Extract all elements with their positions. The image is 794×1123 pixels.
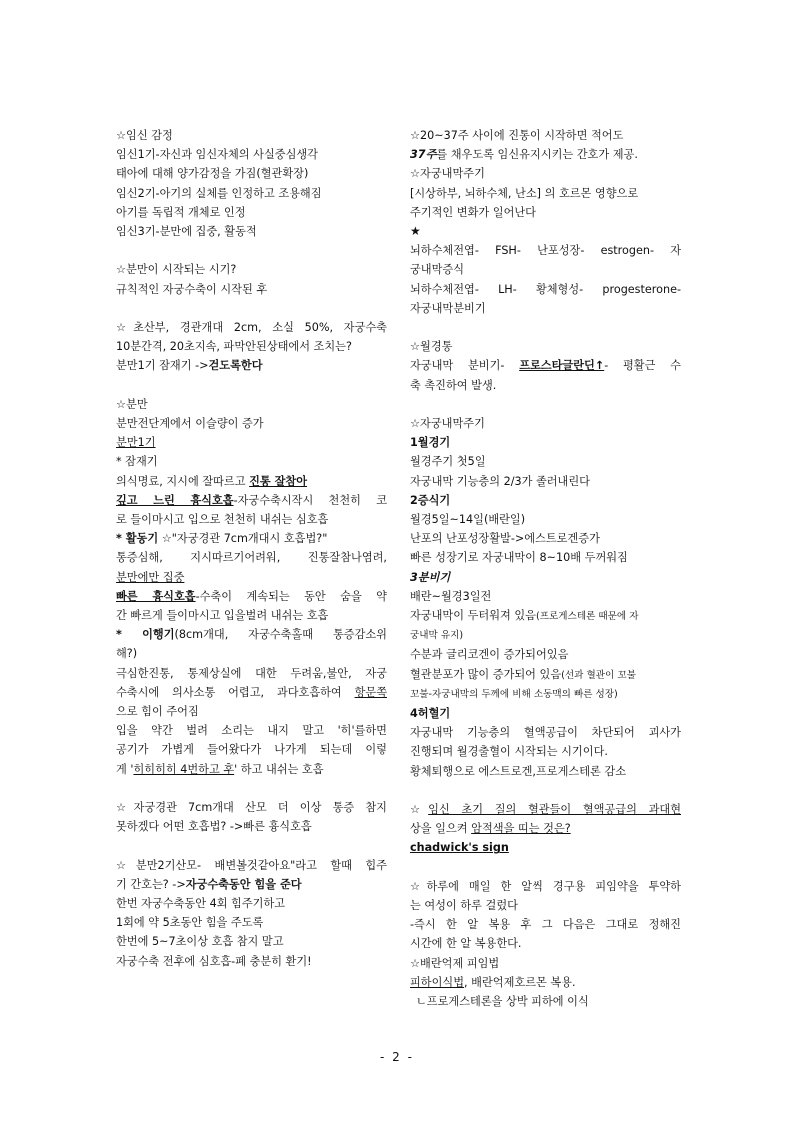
text-line: 배란~월경3일전 [410, 589, 492, 603]
page-number: - 2 - [380, 1050, 414, 1064]
subheading-transition: * 이행기 [116, 628, 175, 642]
text-span: , 배란억제호르몬 복용. [464, 975, 576, 989]
question-breathing: ☆자궁경관 7cm개대 산모 더 이상 통증 참지 [116, 801, 387, 815]
text-line: 한번에 5~7초이상 호흡 참지 말고 [116, 935, 284, 949]
text-line: 진행되며 월경출혈이 시작되는 시기이다. [410, 745, 608, 759]
spacer [116, 241, 387, 260]
text-line [116, 875, 387, 894]
text-span: 게 ' [116, 762, 134, 776]
subheading-ischemic: 4허혈기 [410, 707, 451, 721]
heading-dysmenorrhea: ☆월경통 [410, 340, 453, 354]
spacer [116, 299, 387, 318]
text-line [410, 356, 681, 375]
emphasis-span: 항문쪽 [354, 685, 387, 699]
emphasis-span: 피하이식법 [410, 975, 465, 989]
text-line: 궁내막증식 [410, 263, 465, 277]
emphasis-span: 히히히히 4번하고 후 [133, 762, 235, 776]
text-line: 입을 약간 벌려 소리는 내지 말고 '히'를하면 [116, 724, 387, 738]
heading-labor: ☆분만 [116, 397, 148, 411]
text-line: 난포의 난포성장활발->에스트로겐증가 [410, 532, 600, 546]
text-line: 자궁내막분비기 [410, 301, 486, 315]
subheading-secretory: 3분비기 [410, 570, 451, 584]
text-span: 혈관분포가 많이 증가되어 있음 [410, 667, 562, 681]
text-line [116, 760, 387, 779]
text-span: -수축이 계속되는 동안 숨을 약 [195, 589, 387, 603]
text-span: 상을 일으켜 [410, 822, 472, 836]
subheading-stage1: 분만1기 [116, 436, 156, 450]
text-line: 임신3기-분만에 집중, 활동적 [116, 225, 257, 239]
emphasis-span: 프로스타글란딘↑ [519, 359, 605, 373]
text-line: 궁내막 유지) [410, 630, 464, 642]
text-line [410, 606, 681, 626]
text-span: ' 하고 내쉬는 호흡 [234, 762, 324, 776]
text-line: 분만전단계에서 이슬량이 증가 [116, 417, 264, 430]
text-line: 통증심해, 지시따르기어려워, 진통잘참나염려, [116, 551, 387, 565]
text-line: 1회에 약 5초동안 힘을 주도록 [116, 916, 264, 930]
spacer [116, 836, 387, 855]
text-span: (선과 혈관이 꼬불 [561, 669, 636, 681]
text-span: 의식명료, 지시에 잘따르고 [116, 474, 250, 488]
subheading-latent: * 잠재기 [116, 455, 158, 469]
text-line [116, 625, 387, 644]
heading-endometrial-cycle: ☆자궁내막주기 [410, 167, 485, 181]
text-line [410, 973, 681, 992]
text-line: 축 촉진하여 발생. [410, 378, 497, 392]
answer-chadwick-sign: chadwick's sign [410, 841, 509, 855]
text-line: 분만에만 집중 [116, 570, 185, 584]
text-line: 규칙적인 자궁수축이 시작된 후 [116, 282, 268, 296]
text-line [410, 665, 681, 685]
emphasis-span: 빠른 흉식호흡 [116, 589, 196, 603]
text-line: 는 여성이 하루 걸렀다 [410, 899, 518, 913]
text-line: [시상하부, 뇌하수체, 난소] 의 호르몬 영향으로 [410, 186, 639, 200]
question-labor-start: ☆분만이 시작되는 시기? [116, 263, 237, 277]
emphasis-span: 암적색을 띠는 것은? [471, 822, 571, 836]
text-span: 수축시에 의사소통 어렵고, 과다호흡하여 [116, 685, 355, 699]
text-line [116, 529, 387, 548]
text-line: 자궁내막 기능층의 혈액공급이 차단되어 괴사가 [410, 726, 681, 740]
text-line [116, 683, 387, 702]
question-preterm: ☆20~37주 사이에 진통이 시작하면 적어도 [410, 129, 624, 142]
text-line: 못하겠다 어떤 호흡법? ->빠른 흉식호흡 [116, 820, 312, 834]
text-line: 극심한진통, 통제상실에 대한 두려움,불안, 자궁 [116, 666, 387, 680]
text-line: 공기가 가볍게 들어왔다가 나가게 되는데 이렇 [116, 743, 387, 757]
text-line: 태아에 대해 양가감정을 가짐(혈관확장) [116, 167, 309, 181]
text-line: ㄴ프로게스테론을 상박 피하에 이식 [416, 995, 589, 1009]
text-line: 으로 힘이 주어짐 [116, 705, 199, 719]
text-span: ☆ [410, 803, 429, 817]
spacer [116, 376, 387, 395]
text-line: 빠른 성장기로 자궁내막이 8~10배 두꺼워짐 [410, 551, 628, 565]
text-line: 뇌하수체전엽- LH- 황체형성- progesterone- [410, 282, 681, 296]
text-line: 임신2기-아기의 실체를 인정하고 조용해짐 [116, 186, 322, 200]
subheading-active: * 활동기 [116, 532, 159, 546]
text-span: 분만1기 잠재기 -> [116, 359, 209, 373]
text-line [116, 472, 387, 491]
text-line: 해?) [116, 647, 138, 661]
text-line: 뇌하수체전엽- FSH- 난포성장- estrogen- 자 [410, 244, 681, 258]
emphasis-span: 진통 잘참아 [249, 474, 308, 488]
text-line: 시간에 한 알 복용한다. [410, 937, 522, 951]
subheading-proliferative: 2증식기 [410, 493, 451, 507]
text-line: 월경5일~14일(배란일) [410, 513, 526, 527]
text-span: -자궁수축시작시 천천히 코 [233, 493, 387, 507]
emphasis-span: 임신 초기 질의 혈관들이 혈액공급의 과대현 [428, 803, 681, 817]
question-primipara: ☆초산부, 경관개대 2cm, 소실 50%, 자궁수축 [116, 321, 387, 334]
text-line: 황체퇴행으로 에스트로겐,프로게스테론 감소 [410, 764, 627, 778]
text-line: 간 빠르게 들이마시고 입을벌려 내쉬는 호흡 [116, 609, 329, 623]
text-line: 임신1기-자신과 임신자체의 사실중심생각 [116, 148, 318, 162]
subheading-menstrual: 1월경기 [410, 436, 451, 450]
right-column [410, 126, 681, 1011]
text-span: 를 채우도록 임신유지시키는 간호가 제공. [436, 148, 638, 162]
text-line [410, 819, 681, 838]
text-span: - 평활근 수 [604, 359, 681, 373]
text-line [410, 145, 681, 164]
text-line: 주기적인 변화가 일어난다 [410, 205, 536, 219]
text-line: -즉시 한 알 복용 후 그 다음은 그대로 정해진 [410, 918, 681, 932]
text-line: 10분간격, 20초지속, 파막안된상태에서 조치는? [116, 340, 352, 354]
text-line: 아기를 독립적 개체로 인정 [116, 205, 246, 219]
text-span: (프로게스테론 때문에 자 [536, 611, 639, 623]
text-span: 자궁내막 분비기- [410, 359, 520, 373]
black-star-icon: ★ [410, 224, 421, 239]
text-line [116, 587, 387, 606]
spacer [410, 318, 681, 337]
emphasis-span: 깊고 느린 흉식호흡 [116, 493, 234, 507]
text-span: 자궁내막이 두터워져 있음 [410, 609, 536, 623]
text-line: 꼬불-자궁내막의 두께에 비해 소동맥의 빠른 성장) [410, 688, 618, 700]
text-line: 자궁내막 기능층의 2/3가 졸러내린다 [410, 474, 590, 488]
question-stage2: ☆분만2기산모- 배변볼것같아요"라고 할때 힙주 [116, 858, 387, 872]
spacer [410, 858, 681, 877]
heading-endometrial-cycle-2: ☆자궁내막주기 [410, 417, 485, 431]
question-chadwick [410, 800, 681, 819]
heading-contraception: ☆배란억제 피임법 [410, 956, 500, 970]
spacer [116, 779, 387, 798]
spacer [410, 395, 681, 414]
heading-pregnancy-emotion: ☆임신 감정 [116, 129, 173, 142]
text-line: 로 들이마시고 입으로 천천히 내쉬는 심호흡 [116, 513, 329, 527]
left-column [116, 126, 387, 971]
answer-push: 자궁수축동안 힘을 준다 [185, 877, 302, 891]
text-line: 수분과 글리코겐이 증가되어있음 [410, 648, 569, 662]
question-pill: ☆하루에 매일 한 알씩 경구용 피임약을 투약하 [410, 879, 681, 893]
text-line [116, 491, 387, 510]
text-line: 자궁수축 전후에 심호흡-폐 충분히 환기! [116, 954, 312, 968]
text-line: 월경주기 첫5일 [410, 455, 486, 469]
spacer [410, 781, 681, 800]
text-span: 기 간호는? -> [116, 877, 186, 891]
text-line [116, 356, 387, 375]
text-line: 한번 자궁수축동안 4회 힘주기하고 [116, 897, 286, 911]
text-span: (8cm개대, 자궁수축홀때 통증감소위 [174, 628, 387, 642]
text-span: ☆"자궁경관 7cm개대시 호흡법?" [158, 532, 328, 546]
answer-walk: 걷도록한다 [208, 359, 263, 373]
emphasis-span: 37주 [410, 148, 437, 162]
